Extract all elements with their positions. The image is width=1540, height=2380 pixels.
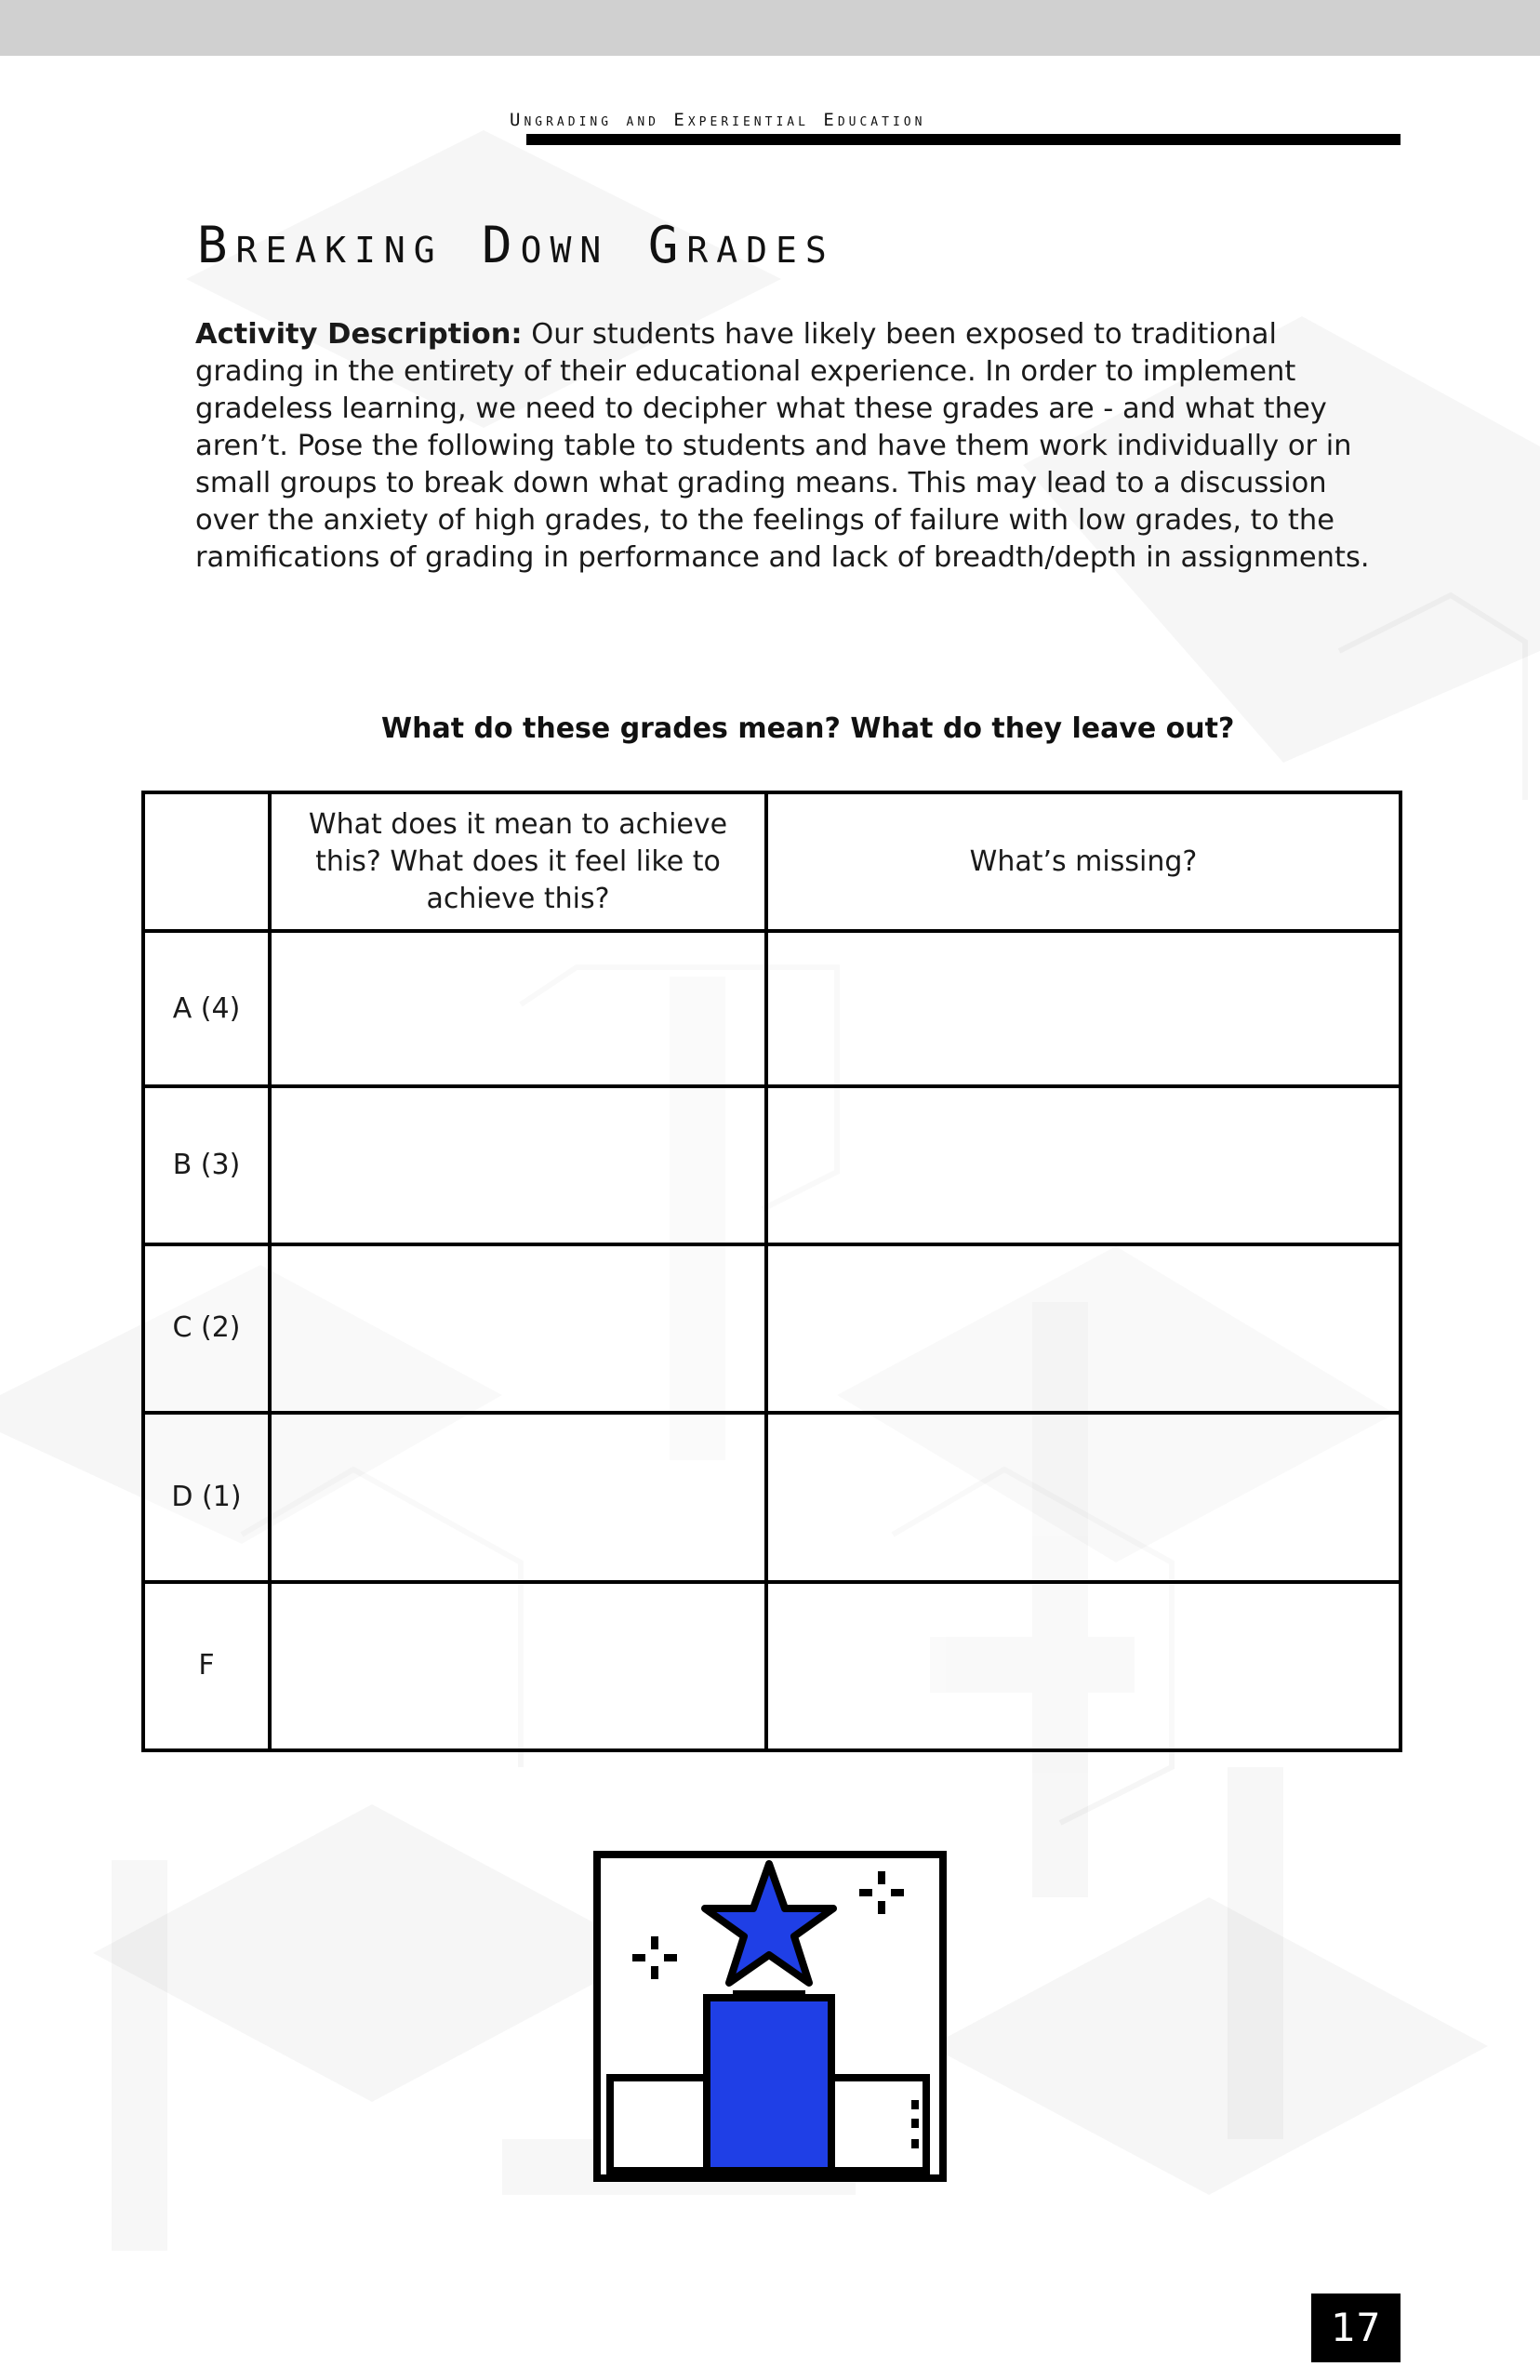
meaning-cell[interactable] [270,931,766,1086]
table-header-row [143,792,1401,931]
description-body: Our students have likely been exposed to traditional grading in the entirety of their educational experience. In order to implement gradeless learning, we need to decipher what these grades are - and what they aren’t. Pose the following table to students and have them work individually or in small groups to break down what grading means. This may lead to a discussion over the anxiety of high grades, to the feelings of failure with low grades, to the ramifications of grading in performance and lack of breadth/depth in assignments. [195,318,1370,574]
table-row [143,1582,1401,1750]
header-cell-grade [143,792,270,931]
missing-cell[interactable] [766,1244,1401,1413]
meaning-cell[interactable] [270,1413,766,1581]
grade-label: A (4) [143,931,270,1086]
grade-label: F [143,1582,270,1750]
table-row [143,1413,1401,1581]
grade-label: B (3) [143,1086,270,1243]
missing-cell[interactable] [766,1582,1401,1750]
meaning-cell[interactable] [270,1086,766,1243]
activity-description [195,316,1376,577]
page-title: Breaking Down Grades [197,216,835,274]
missing-cell[interactable] [766,1413,1401,1581]
table-row [143,931,1401,1086]
meaning-cell[interactable] [270,1244,766,1413]
table-row [143,1086,1401,1243]
header-cell-missing: What’s missing? [766,792,1401,931]
grade-label: C (2) [143,1244,270,1413]
running-header: Ungrading and Experiential Education [510,110,926,130]
page-number: 17 [1311,2294,1401,2362]
grade-label: D (1) [143,1413,270,1581]
table-caption: What do these grades mean? What do they leave out? [381,712,1235,745]
description-lead: Activity Description: [195,318,523,351]
grades-table [141,791,1402,1752]
table-row [143,1244,1401,1413]
header-cell-meaning: What does it mean to achieve this? What does it feel like to achieve this? [270,792,766,931]
meaning-cell[interactable] [270,1582,766,1750]
missing-cell[interactable] [766,931,1401,1086]
missing-cell[interactable] [766,1086,1401,1243]
podium-star-icon [593,1851,947,2182]
header-rule [526,134,1401,145]
